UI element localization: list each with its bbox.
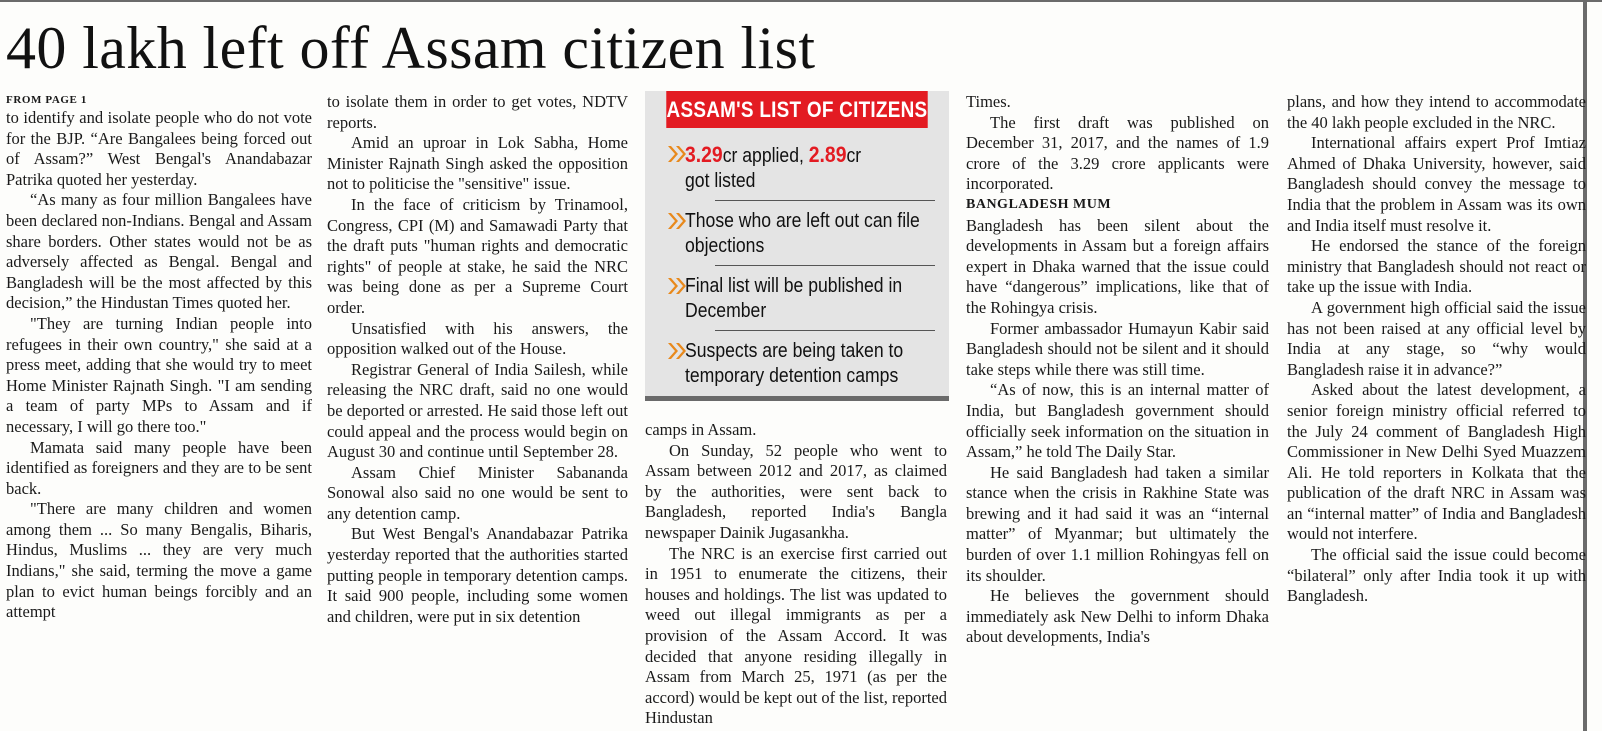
paragraph: Bangladesh has been silent about the developments in Assam but a foreign affairs expert in Dhaka warned that the issue could have “dangerous” implications, like that of the Rohingya crisis. <box>966 215 1269 317</box>
paragraph: Asked about the latest development, a senior foreign ministry official referred to the July 24 comment of Bangladesh High Commissioner in New Delhi Syed Muazzem Ali. He told reporters in Kolkata that the publication of the draft NRC in Assam was an “internal matter” of India and Bangladesh would not interfere. <box>1287 380 1586 544</box>
paragraph: The NRC is an exercise first carried out in 1951 to enumerate the citizens, their houses and holdings. The list was updated to weed out illegal immigrants as per a provision of the Assam Accord. It was decided that anyone residing illegally in Assam from March 25, 1971 (as per the accord) would be kept out of the list, reported Hindustan <box>645 543 947 728</box>
paragraph: On Sunday, 52 people who went to Assam between 2012 and 2017, as claimed by the authorities, were sent back to Bangladesh, reported India's Bangla newspaper Dainik Jugasankha. <box>645 440 947 542</box>
paragraph: "They are turning Indian people into refugees in their own country," she said at a press meet, adding that she would try to meet Home Minister Rajnath Singh. "I am sending a team of party MPs to Assam and if necessary, I will go there too." <box>6 313 312 436</box>
paragraph: “As many as four million Bangalees have been declared non-Indians. Bengal and Assam share borders. Other states would not be as adversely affected as Bengal. Bengal and Bangladesh will be the most affected by this decision,” the Hindustan Times quoted her. <box>6 190 312 313</box>
article-column-2 <box>327 92 628 731</box>
paragraph: Former ambassador Humayun Kabir said Bangladesh should not be silent and it should take steps while there was still time. <box>966 318 1269 379</box>
paragraph: He endorsed the stance of the foreign ministry that Bangladesh should not react or take up the issue with India. <box>1287 236 1586 297</box>
paragraph: "There are many children and women among them ... So many Bengalis, Biharis, Hindus, Muslims ... they are very much Indians," she said, terming the move a game plan to evict human beings forcibly and an attempt <box>6 499 312 622</box>
fact-text: Those who are left out can file objections <box>685 210 920 257</box>
fact-item <box>645 142 949 201</box>
fact-item <box>645 274 949 331</box>
top-rule <box>0 0 1602 2</box>
headline: 40 lakh left off Assam citizen list <box>6 15 816 81</box>
paragraph: Unsatisfied with his answers, the opposition walked out of the House. <box>327 318 628 359</box>
listed-text: got listed <box>685 170 756 192</box>
paragraph: He said Bangladesh had taken a similar stance when the crisis in Rakhine State was brewing and it had said it was an “internal matter” of Myanmar; but ultimately the burden of over 1.1 million Rohingyas fell on its shoulder. <box>966 462 1269 585</box>
applied-unit: cr applied, <box>722 145 809 167</box>
paragraph: Times. <box>966 92 1011 111</box>
fact-text: Suspects are being taken to temporary detention camps <box>685 340 904 387</box>
article-column-5 <box>1287 92 1586 731</box>
paragraph: The official said the issue could become “bilateral” only after India took it up with Bangladesh. <box>1287 545 1586 606</box>
paragraph: The first draft was published on December 31, 2017, and the names of 1.9 crore of the 3.29 crore applicants were incorporated. <box>966 112 1269 194</box>
fact-text: Final list will be published in December <box>685 275 903 322</box>
paragraph: to isolate them in order to get votes, NDTV reports. <box>327 92 628 132</box>
fact-text <box>685 142 928 194</box>
paragraph: Mamata said many people have been identified as foreigners and they are to be sent back. <box>6 437 312 498</box>
article-column-4 <box>966 92 1269 731</box>
paragraph: Assam Chief Minister Sabananda Sonowal also said no one would be sent to any detention camp. <box>327 462 628 523</box>
paragraph: But West Bengal's Anandabazar Patrika yesterday reported that the authorities started putting people in temporary detention camps. It said 900 people, including some women and children, were put in six detention <box>327 524 628 626</box>
listed-unit: cr <box>846 145 862 167</box>
factbox-title: ASSAM'S LIST OF CITIZENS <box>666 91 927 128</box>
divider <box>715 200 935 201</box>
section-subhead: BANGLADESH MUM <box>966 196 1112 212</box>
continued-kicker: FROM PAGE 1 <box>6 94 87 106</box>
applied-figure: 3.29 <box>685 142 723 167</box>
paragraph: A government high official said the issue has not been raised at any official level by India at any stage, so “why would Bangladesh raise it in advance?” <box>1287 297 1586 379</box>
factbox-assam-citizens <box>645 91 949 401</box>
paragraph: plans, and how they intend to accommodate the 40 lakh people excluded in the NRC. <box>1287 92 1586 132</box>
listed-figure: 2.89 <box>808 142 847 167</box>
fact-item <box>645 209 949 266</box>
paragraph: In the face of criticism by Trinamool, Congress, CPI (M) and Samawadi Party that the draft puts "human rights and democratic rights" of people at stake, he said the NRC was being done as per a Supreme Court order. <box>327 194 628 317</box>
article-column-3 <box>645 420 947 731</box>
paragraph: Amid an uproar in Lok Sabha, Home Minister Rajnath Singh asked the opposition not to politicise the "sensitive" issue. <box>327 133 628 194</box>
divider <box>715 265 935 266</box>
article-column-1 <box>6 92 312 731</box>
paragraph: to identify and isolate people who do not vote for the BJP. “Are Bangalees being forced out of Assam?” West Bengal's Anandabazar Patrika quoted her yesterday. <box>6 108 312 189</box>
paragraph: Registrar General of India Sailesh, while releasing the NRC draft, said no one would be deported or arrested. He said those left out could appeal and the process would begin on August 30 and continue until September 28. <box>327 359 628 462</box>
paragraph: He believes the government should immediately ask New Delhi to inform Dhaka about developments, India's <box>966 586 1269 647</box>
paragraph: International affairs expert Prof Imtiaz Ahmed of Dhaka University, however, said Bangladesh should convey the message to India that the problem in Assam was its own and India itself must resolve it. <box>1287 133 1586 235</box>
paragraph: “As of now, this is an internal matter of India, but Bangladesh government should officially seek information on the situation in Assam,” he told The Daily Star. <box>966 380 1269 462</box>
divider <box>715 330 935 331</box>
paragraph: camps in Assam. <box>645 420 757 439</box>
fact-item <box>645 339 949 389</box>
